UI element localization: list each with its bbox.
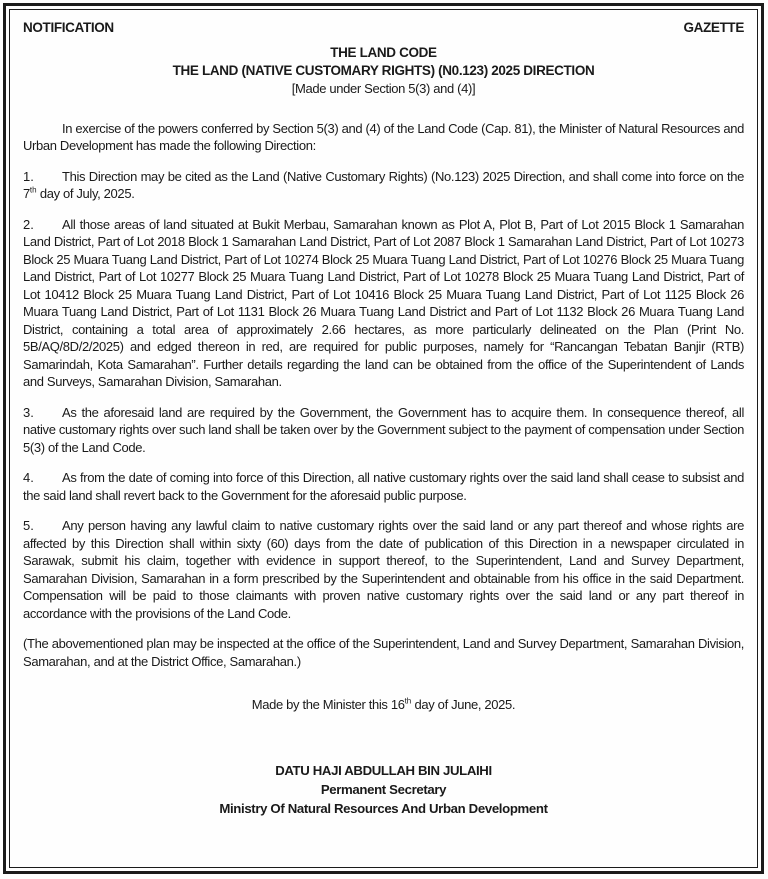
clause-2-number: 2. — [23, 216, 34, 232]
title-block — [23, 44, 744, 98]
clause-1-text: This Direction may be cited as the Land (Native Customary Rights) (No.123) 2025 Direction, and shall come into force on the 7 — [23, 168, 744, 201]
made-by-superscript: th — [404, 696, 412, 706]
clause-5 — [23, 517, 744, 622]
clause-1-number: 1. — [23, 168, 34, 184]
clause-4 — [23, 469, 744, 504]
page-outer-border — [3, 3, 764, 874]
made-by-line — [23, 696, 744, 714]
plan-inspection-note: (The abovementioned plan may be inspected at the office of the Superintendent, Land and Survey Department, Samarahan Division, Samarahan, and at the District Office, Samarahan.) — [23, 636, 744, 669]
clause-3 — [23, 404, 744, 457]
header-notification-label: NOTIFICATION — [23, 20, 114, 35]
signatory-role: Permanent Secretary — [320, 781, 447, 797]
signatory-ministry: Ministry Of Natural Resources And Urban Development — [219, 800, 548, 816]
clause-3-number: 3. — [23, 404, 34, 420]
clause-2 — [23, 216, 744, 391]
header-row — [23, 19, 744, 37]
clause-1-text-end: day of July, 2025. — [36, 186, 135, 201]
clause-4-number: 4. — [23, 470, 34, 485]
document-title-line1: THE LAND CODE — [330, 44, 437, 60]
made-by-text-end: day of June, 2025. — [411, 697, 516, 712]
clause-5-number: 5. — [23, 518, 34, 533]
clause-5-text: Any person having any lawful claim to native customary rights over the said land or any part thereof and whose rights are affected by this Direction shall within sixty (60) days from the date of publication of this Direction in a newspaper circulated in Sarawak, submit his claim, together with evidence in support thereof, to the Superintendent, Land and Survey Department, Samarahan Division, Samarahan in a form prescribed by the Superintendent and obtainable from his office in the said Department. Compensation will be paid to those claimants with proven native customary rights over the said land or any part thereof in accordance with the provisions of the Land Code. — [23, 518, 744, 621]
clause-1 — [23, 168, 744, 203]
signatory-name: DATU HAJI ABDULLAH BIN JULAIHI — [275, 762, 492, 778]
made-by-text: Made by the Minister this 16 — [251, 697, 405, 712]
header-gazette-label: GAZETTE — [683, 20, 744, 35]
clause-2-text: All those areas of land situated at Bukit Merbau, Samarahan known as Plot A, Plot B, Part of Lot 2015 Block 1 Samarahan Land District, Part of Lot 2018 Block 1 Samarahan Land District, Part of Lot 2087 Block 1 Samarahan Land District, Part of Lot 10273 Block 25 Muara Tuang Land District, Part of Lot 10274 Block 25 Muara Tuang Land District, Part of Lot 10276 Block 25 Muara Tuang Land District, Part of Lot 10277 Block 25 Muara Tuang Land District, Part of Lot 10278 Block 25 Muara Tuang Land District, Part of Lot 10412 Block 25 Muara Tuang Land District, Part of Lot 10416 Block 25 Muara Tuang Land District, Part of Lot 1125 Block 26 Muara Tuang Land District, Part of Lot 1131 Block 26 Muara Tuang Land District and Part of Lot 1132 Block 26 Muara Tuang Land District, containing a total area of approximately 2.66 hectares, as more particularly delineated on the Plan (Print No. 5B/AQ/8D/2/2025) and edged thereon in red, are required for public purposes, namely for “Rancangan Tebatan Banjir (RTB) Samarindah, Kota Samarahan”. Further details regarding the land can be obtained from the office of the Superintendent of Lands and Surveys, Samarahan Division, Samarahan. — [23, 216, 744, 389]
document-title-line2: THE LAND (NATIVE CUSTOMARY RIGHTS) (N0.123) 2025 DIRECTION — [172, 62, 595, 78]
clause-1-superscript: th — [29, 185, 37, 195]
intro-paragraph: In exercise of the powers conferred by Section 5(3) and (4) of the Land Code (Cap. 81), the Minister of Natural Resources and Urban Development has made the following Direction: — [23, 120, 744, 153]
clause-4-text: As from the date of coming into force of this Direction, all native customary rights over the said land shall cease to subsist and the said land shall revert back to the Government for the aforesaid public purpose. — [23, 470, 744, 503]
document-title-line3: [Made under Section 5(3) and (4)] — [291, 80, 476, 96]
signature-block — [23, 761, 744, 818]
page-inner-border — [9, 9, 758, 868]
clause-3-text: As the aforesaid land are required by the Government, the Government has to acquire them. In consequence thereof, all native customary rights over such land shall be taken over by the Government subject to the payment of compensation under Section 5(3) of the Land Code. — [23, 404, 744, 455]
